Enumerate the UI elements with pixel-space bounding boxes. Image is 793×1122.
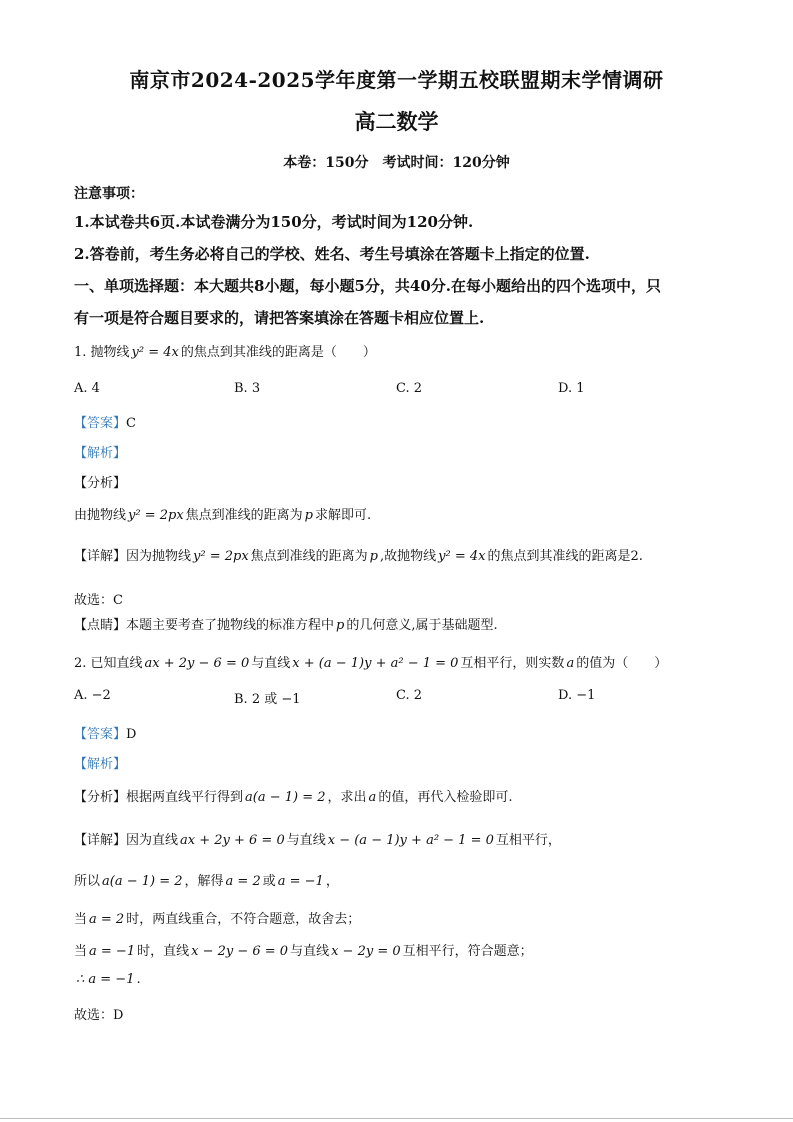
exam-info: 本卷：150分 考试时间：120分钟	[283, 155, 510, 171]
q1-option-d: D. 1	[558, 381, 585, 396]
q2-stem: 2. 已知直线 ax + 2y − 6 = 0 与直线 x + (a − 1)y + a² − 1 = 0 互相平行，则实数 a 的值为（ ）	[74, 656, 668, 671]
q1-dianjing: 【点睛】本题主要考查了抛物线的标准方程中 p 的几何意义,属于基础题型.	[74, 618, 498, 633]
q1-fenxi: 由抛物线 y² = 2px 焦点到准线的距离为 p 求解即可.	[74, 508, 372, 523]
section-heading-line2: 有一项是符合题目要求的，请把答案填涂在答题卡相应位置上.	[74, 309, 485, 327]
page-divider	[0, 1118, 793, 1119]
q1-stem: 1. 抛物线 y² = 4x 的焦点到其准线的距离是（ ）	[74, 345, 376, 360]
q2-solution: 所以 a(a − 1) = 2 ，解得 a = 2 或 a = −1 ，	[74, 874, 339, 889]
q1-option-a: A. 4	[74, 381, 100, 396]
q1-fenxi-tag: 【分析】	[74, 476, 127, 491]
q2-option-a: A. −2	[74, 688, 111, 703]
q1-option-c: C. 2	[396, 381, 423, 396]
q2-case-1: 当 a = 2 时，两直线重合，不符合题意，故舍去；	[74, 912, 361, 927]
q2-option-c: C. 2	[396, 688, 423, 703]
q1-option-b: B. 3	[234, 381, 261, 396]
q2-therefore: ∴ a = −1 .	[76, 972, 141, 987]
q2-analysis-tag: 【解析】	[74, 757, 127, 772]
q1-choose: 故选：C	[74, 593, 123, 608]
q2-answer: 【答案】D	[74, 727, 137, 742]
notice-item-1: 1.本试卷共6页.本试卷满分为150分，考试时间为120分钟.	[74, 213, 474, 231]
q1-answer: 【答案】C	[74, 416, 136, 431]
notice-heading: 注意事项：	[74, 186, 144, 202]
notice-item-2: 2.答卷前，考生务必将自己的学校、姓名、考生号填涂在答题卡上指定的位置.	[74, 245, 590, 263]
q2-detail: 【详解】因为直线 ax + 2y + 6 = 0 与直线 x − (a − 1)y + a² − 1 = 0 互相平行，	[74, 833, 561, 848]
q2-option-d: D. −1	[558, 688, 596, 703]
q2-option-b: B. 2 或 −1	[234, 692, 301, 707]
q1-analysis-tag: 【解析】	[74, 446, 127, 461]
subject-title: 高二数学	[354, 109, 439, 134]
q1-detail: 【详解】因为抛物线 y² = 2px 焦点到准线的距离为 p ,故抛物线 y² = 4x 的焦点到其准线的距离是2.	[74, 549, 643, 564]
q2-choose: 故选：D	[74, 1008, 124, 1023]
exam-title: 南京市2024-2025学年度第一学期五校联盟期末学情调研	[129, 68, 664, 92]
q2-fenxi: 【分析】根据两直线平行得到 a(a − 1) = 2 ，求出 a 的值，再代入检验即可.	[74, 790, 513, 805]
q1-equation: y² = 4x	[131, 345, 179, 360]
section-heading-line1: 一、单项选择题：本大题共8小题，每小题5分，共40分.在每小题给出的四个选项中，只	[74, 277, 661, 295]
q2-case-2: 当 a = −1 时，直线 x − 2y − 6 = 0 与直线 x − 2y = 0 互相平行，符合题意；	[74, 944, 533, 959]
